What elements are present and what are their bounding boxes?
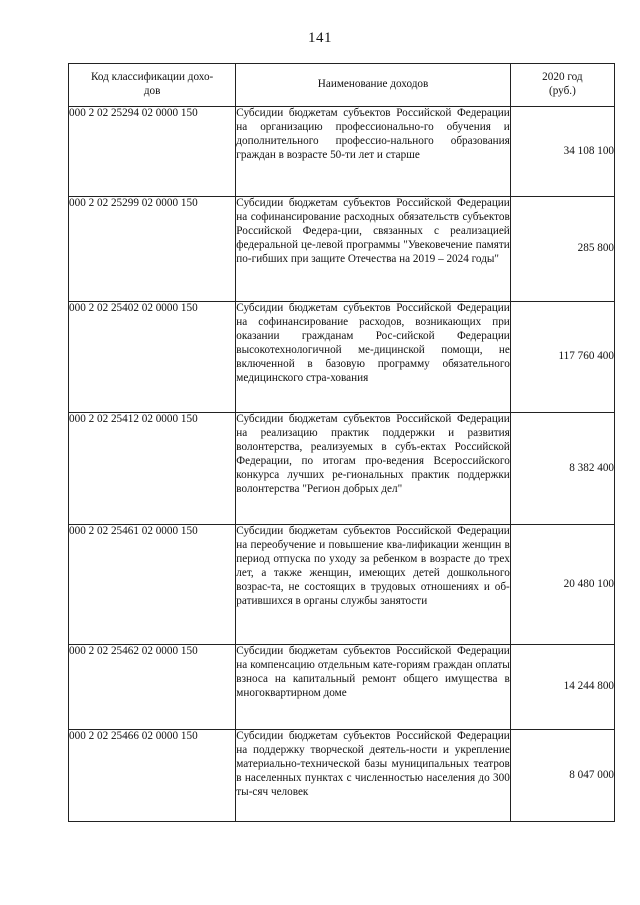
header-amount-line2: (руб.) [548,85,576,97]
table-row [69,525,615,645]
row-name: Субсидии бюджетам субъектов Российской Федерации на поддержку творческой деятель-ности и укрепление материально-технической базы муниципальных театров в населенных пунктах с численностью населения до 300 ты-сяч человек [236,730,511,822]
row-amount: 14 244 800 [510,645,614,730]
row-code: 000 2 02 25299 02 0000 150 [69,197,236,302]
row-code: 000 2 02 25462 02 0000 150 [69,645,236,730]
table-row [69,645,615,730]
header-code-line1: Код классификации дохо- [91,71,214,84]
header-amount [510,64,614,107]
row-amount: 285 800 [510,197,614,302]
row-amount: 117 760 400 [510,302,614,413]
row-code: 000 2 02 25294 02 0000 150 [69,107,236,197]
header-name: Наименование доходов [236,64,511,107]
row-amount: 8 047 000 [510,730,614,822]
table-row [69,302,615,413]
header-code [69,64,236,107]
table-header-row [69,64,615,107]
row-name: Субсидии бюджетам субъектов Российской Федерации на софинансирование расходов, возникающих при оказании гражданам Рос-сийской Федерации высокотехнологичной ме-дицинской помощи, не включенной в базовую программу обязательного медицинского стра-хования [236,302,511,413]
row-amount: 8 382 400 [510,413,614,525]
table-row [69,107,615,197]
row-name: Субсидии бюджетам субъектов Российской Федерации на софинансирование расходных обязательств субъектов Российской Федера-ции, связанных с реализацией федеральной це-левой программы "Увековечение памяти по-гибших при защите Отечества на 2019 – 2024 годы" [236,197,511,302]
row-name: Субсидии бюджетам субъектов Российской Федерации на компенсацию отдельным кате-гориям граждан оплаты взноса на капитальный ремонт общего имущества в многоквартирном доме [236,645,511,730]
row-code: 000 2 02 25461 02 0000 150 [69,525,236,645]
revenue-table [68,63,615,822]
row-amount: 34 108 100 [510,107,614,197]
table-row [69,413,615,525]
header-amount-line1: 2020 год [542,71,583,84]
table-row [69,197,615,302]
header-code-line2: дов [143,85,161,97]
page-number: 141 [308,30,332,46]
row-name: Субсидии бюджетам субъектов Российской Федерации на переобучение и повышение ква-лификации женщин в период отпуска по уходу за ребенком в возрасте до трех лет, а также женщин, имеющих детей дошкольного возрас-та, не состоящих в трудовых отношениях и об-ратившихся в органы службы занятости [236,525,511,645]
row-amount: 20 480 100 [510,525,614,645]
row-code: 000 2 02 25402 02 0000 150 [69,302,236,413]
row-name: Субсидии бюджетам субъектов Российской Федерации на реализацию практик поддержки и развития волонтерства, реализуемых в субъ-ектах Российской Федерации, по итогам про-ведения Всероссийского конкурса лучших ре-гиональных практик поддержки волонтерства "Регион добрых дел" [236,413,511,525]
row-code: 000 2 02 25466 02 0000 150 [69,730,236,822]
row-code: 000 2 02 25412 02 0000 150 [69,413,236,525]
table-row [69,730,615,822]
row-name: Субсидии бюджетам субъектов Российской Федерации на организацию профессионально-го обучения и дополнительного профессио-нального образования граждан в возрасте 50-ти лет и старше [236,107,511,197]
